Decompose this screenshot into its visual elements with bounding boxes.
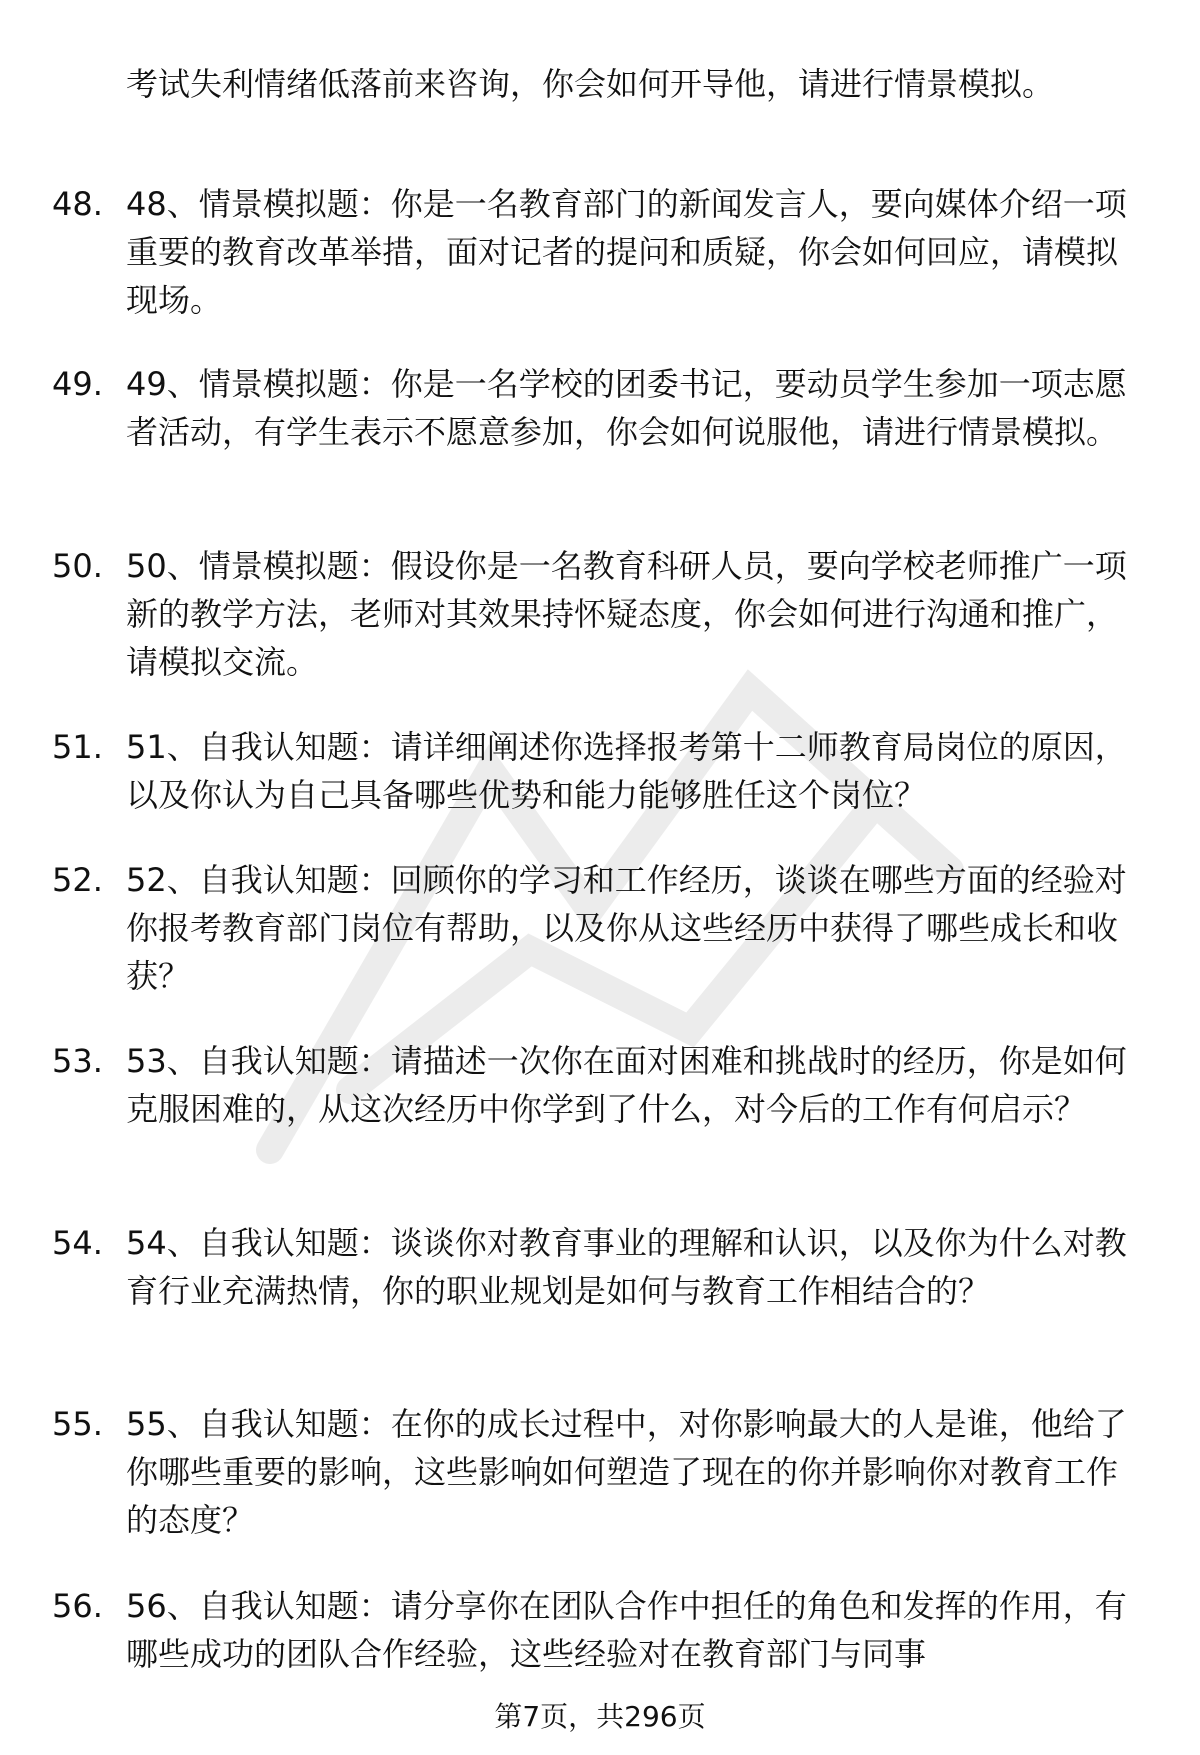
question-number: 53. [52, 1042, 103, 1080]
question-text: 53、自我认知题：请描述一次你在面对困难和挑战时的经历，你是如何克服困难的，从这次经历中你学到了什么，对今后的工作有何启示？ [126, 1042, 1127, 1128]
question-number: 54. [52, 1224, 103, 1262]
question-number: 56. [52, 1587, 103, 1625]
question-number: 55. [52, 1405, 103, 1443]
question-text: 55、自我认知题：在你的成长过程中，对你影响最大的人是谁，他给了你哪些重要的影响，这些影响如何塑造了现在的你并影响你对教育工作的态度？ [126, 1405, 1127, 1539]
question-text: 54、自我认知题：谈谈你对教育事业的理解和认识，以及你为什么对教育行业充满热情，你的职业规划是如何与教育工作相结合的？ [126, 1224, 1127, 1310]
question-text: 52、自我认知题：回顾你的学习和工作经历，谈谈在哪些方面的经验对你报考教育部门岗位有帮助，以及你从这些经历中获得了哪些成长和收获？ [126, 861, 1127, 995]
question-number: 52. [52, 861, 103, 899]
question-text: 49、情景模拟题：你是一名学校的团委书记，要动员学生参加一项志愿者活动，有学生表示不愿意参加，你会如何说服他，请进行情景模拟。 [126, 365, 1127, 451]
page-footer: 第7页，共296页 [494, 1700, 706, 1733]
question-text: 48、情景模拟题：你是一名教育部门的新闻发言人，要向媒体介绍一项重要的教育改革举措，面对记者的提问和质疑，你会如何回应，请模拟现场。 [126, 185, 1127, 319]
question-text: 50、情景模拟题：假设你是一名教育科研人员，要向学校老师推广一项新的教学方法，老师对其效果持怀疑态度，你会如何进行沟通和推广，请模拟交流。 [126, 547, 1127, 681]
question-text: 56、自我认知题：请分享你在团队合作中担任的角色和发挥的作用，有哪些成功的团队合作经验，这些经验对在教育部门与同事 [126, 1587, 1127, 1673]
question-number: 49. [52, 365, 103, 403]
question-number: 50. [52, 547, 103, 585]
question-number: 48. [52, 185, 103, 223]
question-text: 51、自我认知题：请详细阐述你选择报考第十二师教育局岗位的原因，以及你认为自己具备哪些优势和能力能够胜任这个岗位？ [126, 728, 1127, 814]
intro-text: 考试失利情绪低落前来咨询，你会如何开导他，请进行情景模拟。 [126, 65, 1055, 103]
question-number: 51. [52, 728, 103, 766]
